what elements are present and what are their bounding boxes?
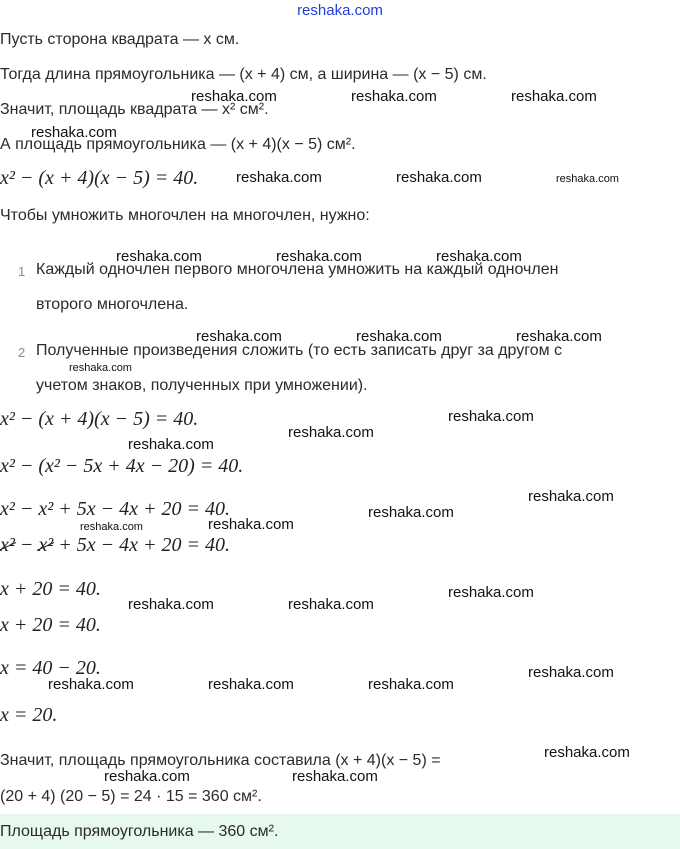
text-line-rect-area: А площадь прямоугольника — (x + 4)(x − 5) см². xyxy=(0,136,356,153)
rule-1-line-1: Каждый одночлен первого многочлена умножить на каждый одночлен xyxy=(36,261,559,278)
watermark: reshaka.com xyxy=(104,768,190,785)
equation-step-4-rest: + 5x − 4x + 20 = 40. xyxy=(53,534,230,556)
watermark: reshaka.com xyxy=(368,676,454,693)
watermark: reshaka.com xyxy=(436,248,522,265)
watermark: reshaka.com xyxy=(288,596,374,613)
rule-2-line-1: Полученные произведения сложить (то есть записать друг за другом с xyxy=(36,342,563,359)
equation-main: x² − (x + 4)(x − 5) = 40. xyxy=(0,167,199,189)
watermark: reshaka.com xyxy=(511,88,597,105)
watermark: reshaka.com xyxy=(128,436,214,453)
cancelled-term-2: x² xyxy=(38,534,54,556)
text-line-dimensions: Тогда длина прямоугольника — (x + 4) см, а ширина — (x − 5) см. xyxy=(0,66,487,83)
equation-step-2: x² − (x² − 5x + 4x − 20) = 40. xyxy=(0,455,244,477)
cancelled-term-1: x² xyxy=(0,534,15,556)
watermark: reshaka.com xyxy=(528,664,614,681)
watermark: reshaka.com xyxy=(544,744,630,761)
text-line-rule-intro: Чтобы умножить многочлен на многочлен, нужно: xyxy=(0,207,370,224)
watermark: reshaka.com xyxy=(80,521,143,533)
watermark: reshaka.com xyxy=(368,504,454,521)
rule-1-line-2: второго многочлена. xyxy=(36,296,189,313)
watermark: reshaka.com xyxy=(356,328,442,345)
rule-number-1: 1 xyxy=(18,264,26,279)
watermark: reshaka.com xyxy=(528,488,614,505)
watermark: reshaka.com xyxy=(208,516,294,533)
watermark: reshaka.com xyxy=(351,88,437,105)
text-line-square-area: Значит, площадь квадрата — x² см². xyxy=(0,101,269,118)
watermark: reshaka.com xyxy=(191,88,277,105)
text-line-result-intro: Значит, площадь прямоугольника составила (x + 4)(x − 5) = xyxy=(0,752,441,769)
equation-step-6: x + 20 = 40. xyxy=(0,614,101,636)
watermark: reshaka.com xyxy=(448,584,534,601)
watermark: reshaka.com xyxy=(208,676,294,693)
equation-step-4-minus: − xyxy=(14,534,39,556)
equation-step-5: x + 20 = 40. xyxy=(0,578,101,600)
watermark: reshaka.com xyxy=(288,424,374,441)
watermark: reshaka.com xyxy=(448,408,534,425)
equation-step-8: x = 20. xyxy=(0,704,58,726)
watermark: reshaka.com xyxy=(116,248,202,265)
text-line-side: Пусть сторона квадрата — x см. xyxy=(0,31,240,48)
text-line-result-calc: (20 + 4) (20 − 5) = 24 · 15 = 360 см². xyxy=(0,788,262,805)
watermark: reshaka.com xyxy=(48,676,134,693)
rule-2-line-2: учетом знаков, полученных при умножении). xyxy=(36,377,368,394)
answer-text: Площадь прямоугольника — 360 см². xyxy=(0,823,279,840)
watermark: reshaka.com xyxy=(396,169,482,186)
site-title[interactable]: reshaka.com xyxy=(297,2,383,19)
watermark: reshaka.com xyxy=(236,169,322,186)
watermark: reshaka.com xyxy=(516,328,602,345)
rule-number-2: 2 xyxy=(18,345,26,360)
equation-step-4 xyxy=(0,534,230,557)
watermark: reshaka.com xyxy=(31,124,117,141)
equation-step-1: x² − (x + 4)(x − 5) = 40. xyxy=(0,408,199,430)
watermark: reshaka.com xyxy=(128,596,214,613)
equation-step-3: x² − x² + 5x − 4x + 20 = 40. xyxy=(0,498,230,520)
watermark: reshaka.com xyxy=(556,173,619,185)
watermark: reshaka.com xyxy=(292,768,378,785)
equation-step-7: x = 40 − 20. xyxy=(0,657,101,679)
watermark: reshaka.com xyxy=(69,362,132,374)
watermark: reshaka.com xyxy=(276,248,362,265)
watermark: reshaka.com xyxy=(196,328,282,345)
